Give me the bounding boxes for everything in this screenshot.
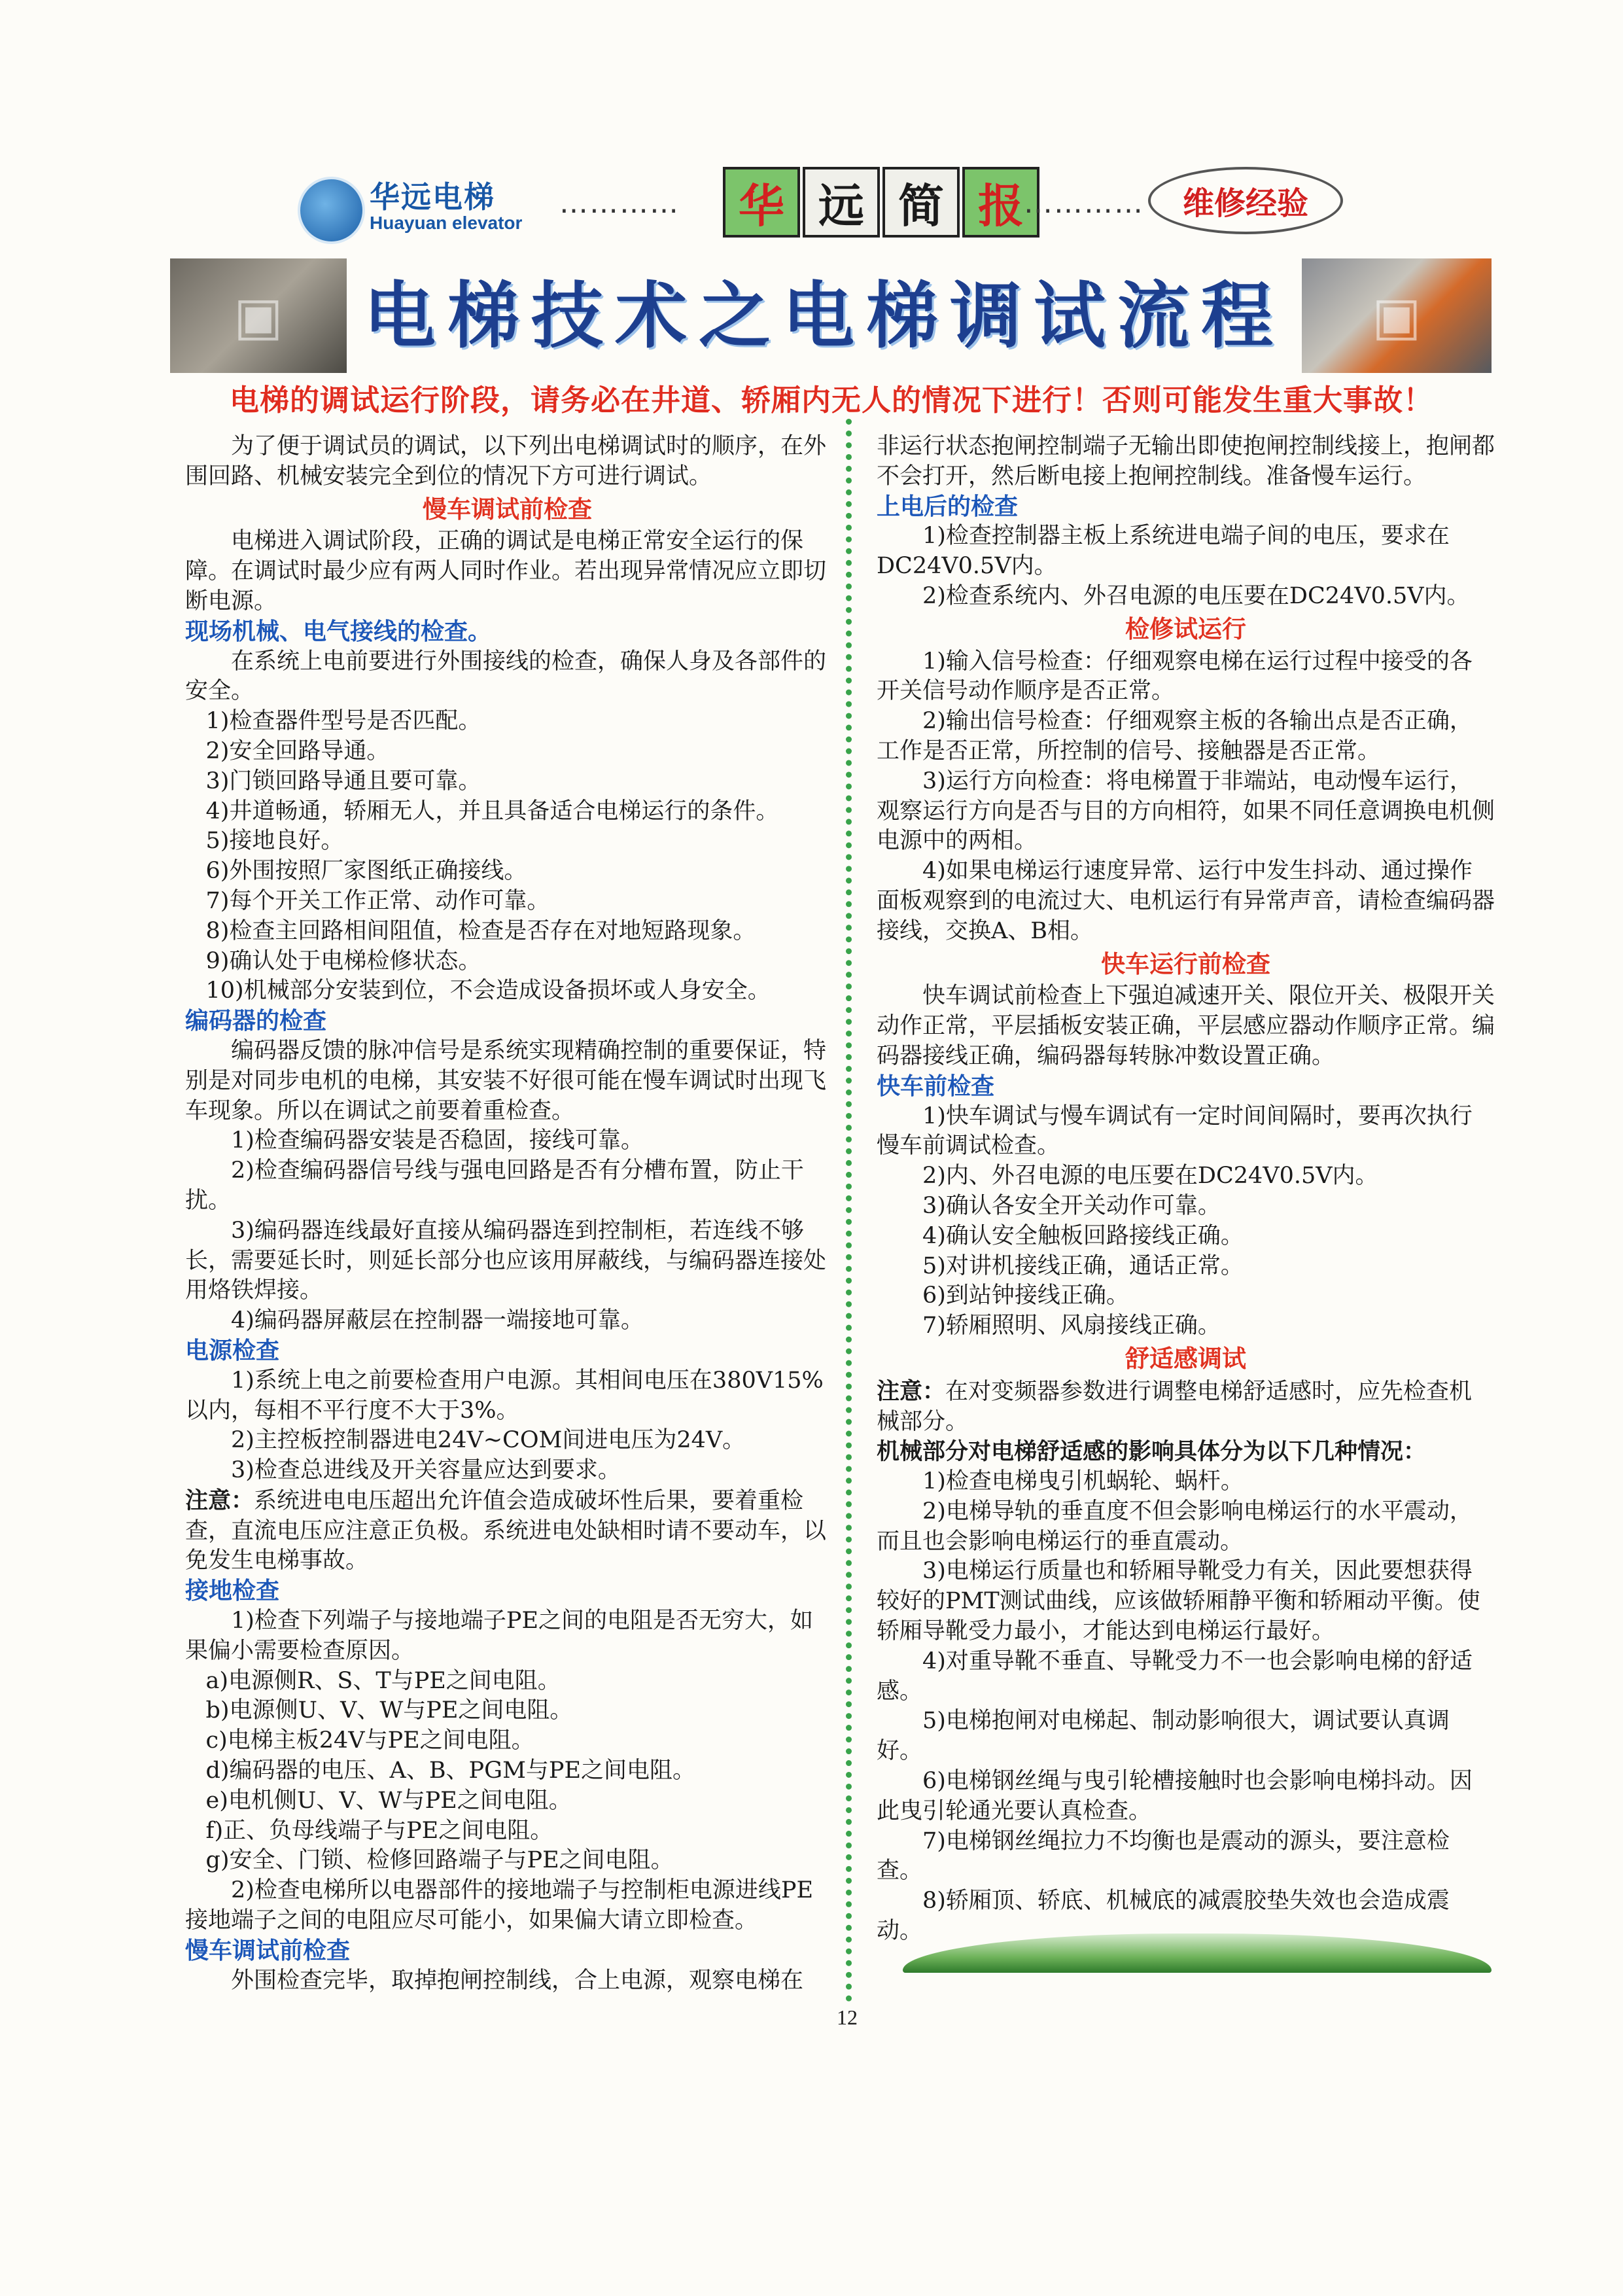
note-text: 在对变频器参数进行调整电梯舒适感时，应先检查机械部分。 (877, 1378, 1473, 1435)
list-item: 5)对讲机接线正确，通话正常。 (922, 1252, 1244, 1279)
list-item: 1)系统上电之前要检查用户电源。其相间电压在380V15%以内，每相不平行度不大于3%。 (185, 1367, 824, 1424)
paragraph: 2)检查电梯所以电器部件的接地端子与控制柜电源进线PE接地端子之间的电阻应尽可能小，如果偏大请立即检查。 (185, 1877, 814, 1934)
logo-chinese: 华远电梯 (370, 179, 495, 215)
list-item: 2)电梯导轨的垂直度不但会影响电梯运行的水平震动，而且也会影响电梯运行的垂直震动。 (877, 1498, 1473, 1555)
list-item: 6)到站钟接线正确。 (922, 1282, 1129, 1309)
page-number: 12 (837, 2005, 858, 2029)
list-item: 3)门锁回路导通且要可靠。 (205, 768, 481, 794)
list-item: 2)主控板控制器进电24V~COM间进电压为24V。 (231, 1427, 746, 1454)
subsection-heading: 慢车调试前检查 (185, 1937, 351, 1964)
name-box: 简 (882, 167, 960, 238)
list-item: 10)机械部分安装到位，不会造成设备损坏或人身安全。 (205, 978, 771, 1004)
list-item: 5)电梯抱闸对电梯起、制动影响很大，调试要认真调好。 (877, 1708, 1450, 1765)
list-item: 7)电梯钢丝绳拉力不均衡也是震动的源头，要注意检查。 (877, 1828, 1450, 1884)
newsletter-header (298, 167, 1344, 245)
list-item: 6)电梯钢丝绳与曳引轮槽接触时也会影响电梯抖动。因此曳引轮通光要认真检查。 (877, 1768, 1473, 1824)
list-item: 9)确认处于电梯检修状态。 (205, 947, 481, 974)
list-item: f)正、负母线端子与PE之间电阻。 (205, 1817, 553, 1844)
paragraph: 外围检查完毕，取掉抱闸控制线，合上电源，观察电梯在 (231, 1967, 804, 1994)
column-divider (846, 419, 852, 2002)
factory-photo (170, 258, 347, 373)
logo-english: Huayuan elevator (370, 213, 523, 233)
paragraph: 1)检查下列端子与接地端子PE之间的电阻是否无穷大，如果偏小需要检查原因。 (185, 1608, 814, 1664)
list-item: 6)外围按照厂家图纸正确接线。 (205, 858, 527, 885)
section-heading: 舒适感调试 (1125, 1344, 1246, 1373)
list-item: 2)检查编码器信号线与强电回路是否有分槽布置，防止干扰。 (185, 1157, 804, 1214)
list-item: 1)输入信号检查：仔细观察电梯在运行过程中接受的各开关信号动作顺序是否正常。 (877, 648, 1473, 705)
left-column (185, 432, 829, 1996)
list-item: 3)编码器连线最好直接从编码器连到控制柜，若连线不够长，需要延长时，则延长部分也应该用屏蔽线，与编码器连接处用烙铁焊接。 (185, 1217, 827, 1304)
subsection-heading: 编码器的检查 (185, 1008, 327, 1035)
list-item: 3)运行方向检查：将电梯置于非端站，电动慢车运行，观察运行方向是否与目的方向相符，如果不同任意调换电机侧电源中的两相。 (877, 768, 1495, 855)
note-paragraph (877, 1377, 1495, 1438)
bold-paragraph: 机械部分对电梯舒适感的影响具体分为以下几种情况： (877, 1438, 1427, 1466)
note-paragraph (185, 1486, 829, 1576)
list-item: e)电机侧U、V、W与PE之间电阻。 (205, 1787, 572, 1814)
company-logo-icon (298, 177, 365, 244)
elevator-shaft-photo (1302, 258, 1492, 373)
subsection-heading: 上电后的检查 (877, 493, 1019, 520)
list-item: 1)快车调试与慢车调试有一定时间间隔时，要再次执行慢车前调试检查。 (877, 1103, 1473, 1159)
list-item: 7)每个开关工作正常、动作可靠。 (205, 887, 550, 914)
list-item: 3)确认各安全开关动作可靠。 (922, 1192, 1221, 1219)
note-label: 注意： (877, 1377, 946, 1405)
photo-icon: ▣ (1372, 285, 1422, 346)
list-item: d)编码器的电压、A、B、PGM与PE之间电阻。 (205, 1757, 696, 1784)
section-heading: 检修试运行 (1125, 614, 1246, 643)
list-item: 4)如果电梯运行速度异常、运行中发生抖动、通过操作面板观察到的电流过大、电机运行有异常声音，请检查编码器接线，交换A、B相。 (877, 858, 1495, 944)
list-item: 4)井道畅通，轿厢无人，并且具备适合电梯运行的条件。 (205, 798, 779, 824)
list-item: 5)接地良好。 (205, 828, 344, 855)
safety-warning: 电梯的调试运行阶段，请务必在井道、轿厢内无人的情况下进行！否则可能发生重大事故！ (229, 383, 1433, 417)
list-item: 2)输出信号检查：仔细观察主板的各输出点是否正确，工作是否正常，所控制的信号、接触器是否正常。 (877, 708, 1473, 764)
list-item: 2)检查系统内、外召电源的电压要在DC24V0.5V内。 (922, 582, 1470, 609)
paragraph: 在系统上电前要进行外围接线的检查，确保人身及各部件的安全。 (185, 648, 827, 705)
right-column (877, 432, 1495, 1947)
name-box: 报 (962, 167, 1039, 238)
list-item: 3)检查总进线及开关容量应达到要求。 (231, 1457, 621, 1484)
photo-icon: ▣ (234, 285, 283, 346)
list-item: 1)检查编码器安装是否稳固，接线可靠。 (231, 1127, 644, 1154)
list-item: 4)编码器屏蔽层在控制器一端接地可靠。 (231, 1307, 644, 1334)
subsection-heading: 快车前检查 (877, 1072, 995, 1100)
list-item: 8)检查主回路相间阻值，检查是否存在对地短路现象。 (205, 917, 756, 944)
list-item: a)电源侧R、S、T与PE之间电阻。 (205, 1667, 561, 1694)
dots-left: ………… (559, 186, 680, 220)
list-item: b)电源侧U、V、W与PE之间电阻。 (205, 1697, 573, 1724)
list-item: 1)检查控制器主板上系统进电端子间的电压，要求在DC24V0.5V内。 (877, 523, 1450, 580)
note-text: 系统进电电压超出允许值会造成破坏性后果，要着重检查，直流电压应注意正负极。系统进电处缺相时请不要动车，以免发生电梯事故。 (185, 1487, 827, 1574)
name-box: 远 (803, 167, 880, 238)
note-label: 注意： (185, 1487, 254, 1514)
paragraph: 电梯进入调试阶段，正确的调试是电梯正常安全运行的保障。在调试时最少应有两人同时作业。若出现异常情况应立即切断电源。 (185, 528, 827, 614)
list-item: 8)轿厢顶、轿底、机械底的减震胶垫失效也会造成震动。 (877, 1888, 1450, 1945)
subsection-heading: 接地检查 (185, 1578, 280, 1605)
list-item: g)安全、门锁、检修回路端子与PE之间电阻。 (205, 1847, 674, 1874)
list-item: 4)确认安全触板回路接线正确。 (922, 1222, 1244, 1249)
list-item: 3)电梯运行质量也和轿厢导靴受力有关，因此要想获得较好的PMT测试曲线，应该做轿厢静平衡和轿厢动平衡。使轿厢导靴受力最小，才能达到电梯运行最好。 (877, 1558, 1480, 1645)
list-item: 4)对重导靴不垂直、导靴受力不一也会影响电梯的舒适感。 (877, 1648, 1473, 1704)
subsection-heading: 电源检查 (185, 1337, 280, 1364)
list-item: 2)安全回路导通。 (205, 737, 390, 764)
list-item: 1)检查电梯曳引机蜗轮、蜗杆。 (922, 1468, 1244, 1495)
section-tag: 维修经验 (1148, 167, 1343, 234)
list-item: 7)轿厢照明、风扇接线正确。 (922, 1313, 1221, 1339)
paragraph: 快车调试前检查上下强迫减速开关、限位开关、极限开关动作正常，平层插板安装正确，平层感应器动作顺序正常。编码器接线正确，编码器每转脉冲数设置正确。 (877, 983, 1495, 1069)
newsletter-name-boxes (723, 167, 1039, 238)
paragraph: 编码器反馈的脉冲信号是系统实现精确控制的重要保证，特别是对同步电机的电梯，其安装不好很可能在慢车调试时出现飞车现象。所以在调试之前要着重检查。 (185, 1037, 827, 1124)
paragraph: 非运行状态抱闸控制端子无输出即使抱闸控制线接上，抱闸都不会打开，然后断电接上抱闸控制线。准备慢车运行。 (877, 433, 1495, 489)
section-heading: 慢车调试前检查 (423, 495, 592, 523)
subsection-heading: 现场机械、电气接线的检查。 (185, 618, 492, 645)
name-box: 华 (723, 167, 800, 238)
section-heading: 快车运行前检查 (1101, 949, 1270, 978)
intro-paragraph: 为了便于调试员的调试，以下列出电梯调试时的顺序，在外围回路、机械安装完全到位的情况下方可进行调试。 (185, 433, 827, 489)
list-item: 2)内、外召电源的电压要在DC24V0.5V内。 (922, 1163, 1378, 1190)
list-item: 1)检查器件型号是否匹配。 (205, 708, 481, 735)
dots-right: ………… (1024, 186, 1144, 220)
article-title: 电梯技术之电梯调试流程 (364, 274, 1285, 358)
list-item: c)电梯主板24V与PE之间电阻。 (205, 1727, 534, 1754)
